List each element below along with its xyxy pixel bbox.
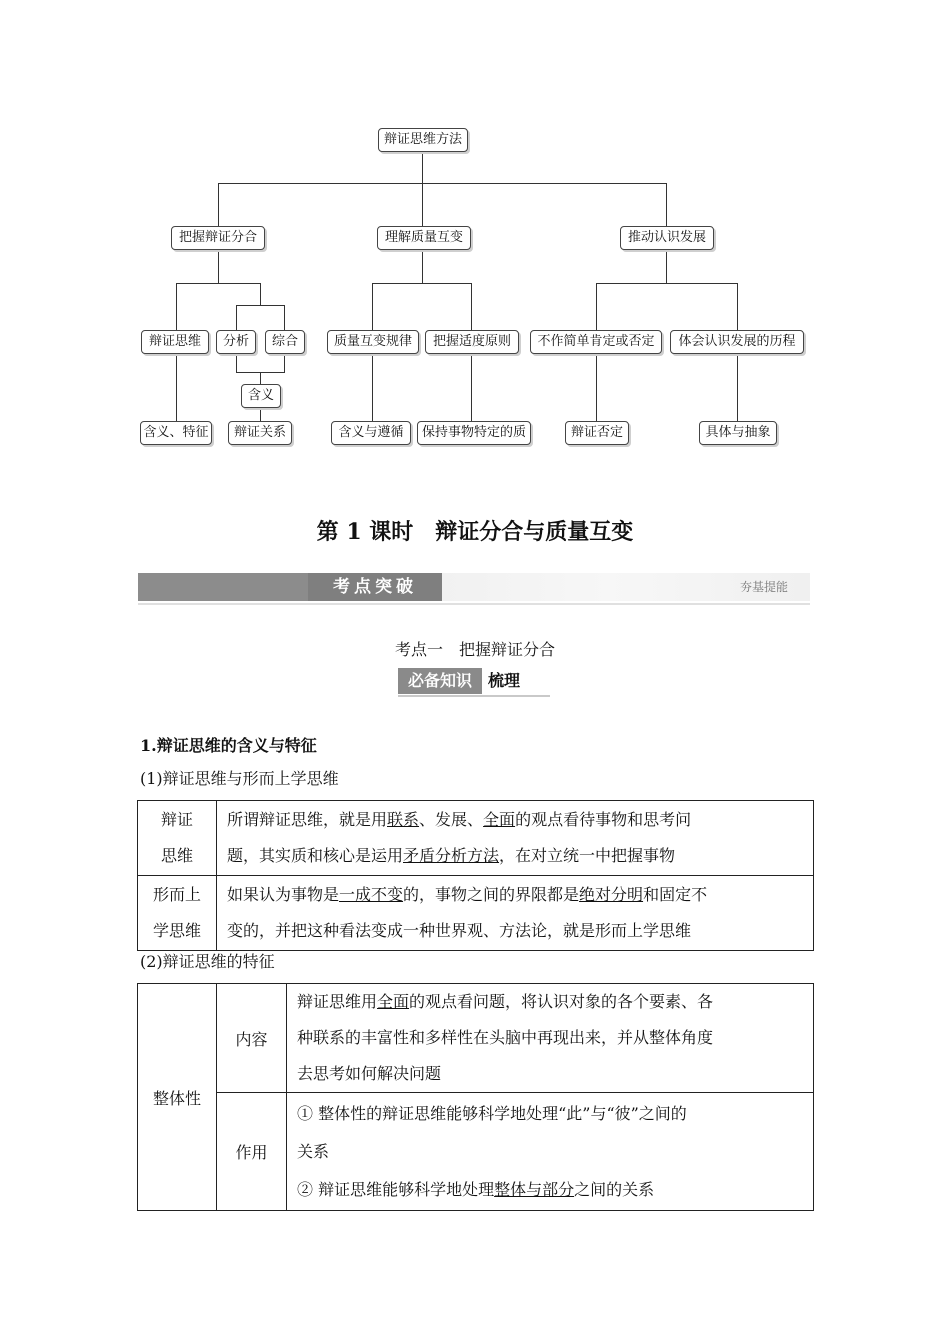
map-leaf-node: 含义与遵循 [331,421,411,445]
map-child-node: 辩证思维 [141,330,209,354]
text-run: 题，其实质和核心是运用 [227,846,404,865]
text-run: 的，事物之间的界限都是 [403,885,580,904]
text-run: 如果认为事物是 [227,885,340,904]
content-line [227,838,803,874]
connector [596,283,738,284]
banner-dark-block [138,573,308,601]
connector [260,406,261,422]
connector [596,283,597,331]
content-line [227,802,803,838]
row-header [138,801,217,876]
content-line [227,877,803,913]
heading-2: (1)辩证思维与形而上学思维 [140,769,339,788]
features-table [137,983,814,1211]
map-leaf-node: 辩证关系 [228,421,292,445]
map-merged-node: 含义 [241,384,281,408]
sub-label-cell: 作用 [217,1093,287,1211]
knowledge-badge [398,668,520,694]
content-line [297,984,803,1020]
row-content [217,876,814,951]
map-branch-node: 把握辩证分合 [171,226,265,250]
map-child-node: 分析 [216,330,256,354]
text-run: 的观点看问题，将认识对象的各个要素、各 [409,992,714,1011]
section-title: 考点一 把握辩证分合 [394,640,555,659]
text-run: 辩证思维用 [297,992,378,1011]
connector [284,305,285,331]
map-branch-node: 推动认识发展 [620,226,714,250]
content-cell [287,1093,814,1211]
connector [372,283,472,284]
underlined-term: 整体与部分 [494,1179,575,1199]
text-run: 之间的关系 [574,1179,655,1199]
connector [471,283,472,331]
badge-underline [398,695,550,697]
connector [176,283,177,331]
text-run: 、发展、 [419,810,484,829]
heading-3: (2)辩证思维的特征 [140,952,275,971]
row-header-line: 思维 [160,846,193,865]
connector [176,283,260,284]
map-leaf-node: 具体与抽象 [699,421,777,445]
row-header [138,876,217,951]
content-line: ① 整体性的辩证思维能够科学地处理“此”与“彼”之间的 [297,1103,687,1123]
map-leaf-node: 含义、特征 [140,421,212,445]
text-run: ，在对立统一中把握事物 [499,846,676,865]
sub-label-cell: 内容 [217,984,287,1093]
connector [236,352,237,372]
map-branch-node: 理解质量互变 [377,226,471,250]
map-leaf-node: 保持事物特定的质 [417,421,531,445]
connector [260,372,261,384]
content-line: 关系 [297,1141,330,1161]
row-content [217,801,814,876]
connector [422,151,423,183]
connector [236,305,237,331]
connector [176,352,177,422]
text-run: ② 辩证思维能够科学地处理 [297,1179,495,1199]
banner-label: 考点突破 [308,573,442,601]
banner-right-text: 夯基提能 [739,580,788,594]
map-child-node: 体会认识发展的历程 [670,330,804,354]
connector [422,248,423,283]
table-row [138,984,814,1093]
map-child-node: 把握适度原则 [425,330,519,354]
map-child-node: 质量互变规律 [327,330,419,354]
connector [372,283,373,331]
row-header-line: 学思维 [152,921,201,940]
underlined-term: 矛盾分析方法 [403,846,500,865]
text-run: 所谓辩证思维，就是用 [227,810,388,829]
underlined-term: 绝对分明 [579,885,644,904]
section-banner [138,573,810,605]
map-child-node: 不作简单肯定或否定 [530,330,662,354]
connector [471,352,472,422]
connector [260,283,261,305]
content-line: 变的，并把这种看法变成一种世界观、方法论，就是形而上学思维 [227,921,692,940]
map-leaf-node: 辩证否定 [565,421,629,445]
connector [737,283,738,331]
connector [666,248,667,283]
table-row [138,876,814,951]
content-line: 种联系的丰富性和多样性在头脑中再现出来，并从整体角度 [297,1028,714,1047]
comparison-table [137,800,814,951]
row-header-line: 辩证 [160,810,193,829]
connector [218,183,667,184]
connector [596,352,597,422]
connector [218,183,219,226]
connector [737,352,738,422]
badge-left: 必备知识 [398,668,482,694]
connector [236,305,285,306]
underlined-term: 一成不变 [339,885,404,904]
map-child-node: 综合 [265,330,305,354]
text-run: 和固定不 [643,885,708,904]
connector [218,248,219,283]
heading-1: 1.辩证思维的含义与特征 [140,736,317,755]
connector [422,183,423,226]
text-run: 的观点看待事物和思考问 [515,810,692,829]
row-header-line: 形而上 [152,885,201,904]
underlined-term: 全面 [377,992,410,1011]
category-cell: 整体性 [138,984,217,1211]
badge-right: 梳理 [488,671,521,690]
content-line: 去思考如何解决问题 [297,1064,442,1083]
table-row [138,1093,814,1211]
connector [666,183,667,226]
table-row [138,801,814,876]
underlined-term: 全面 [483,810,516,829]
connector [284,352,285,372]
banner-underline [138,603,810,605]
connector [372,352,373,422]
content-line [297,1171,803,1209]
underlined-term: 联系 [387,810,420,829]
map-root-node: 辩证思维方法 [378,128,468,152]
lesson-title: 第 1 课时 辩证分合与质量互变 [316,519,634,545]
content-cell [287,984,814,1093]
